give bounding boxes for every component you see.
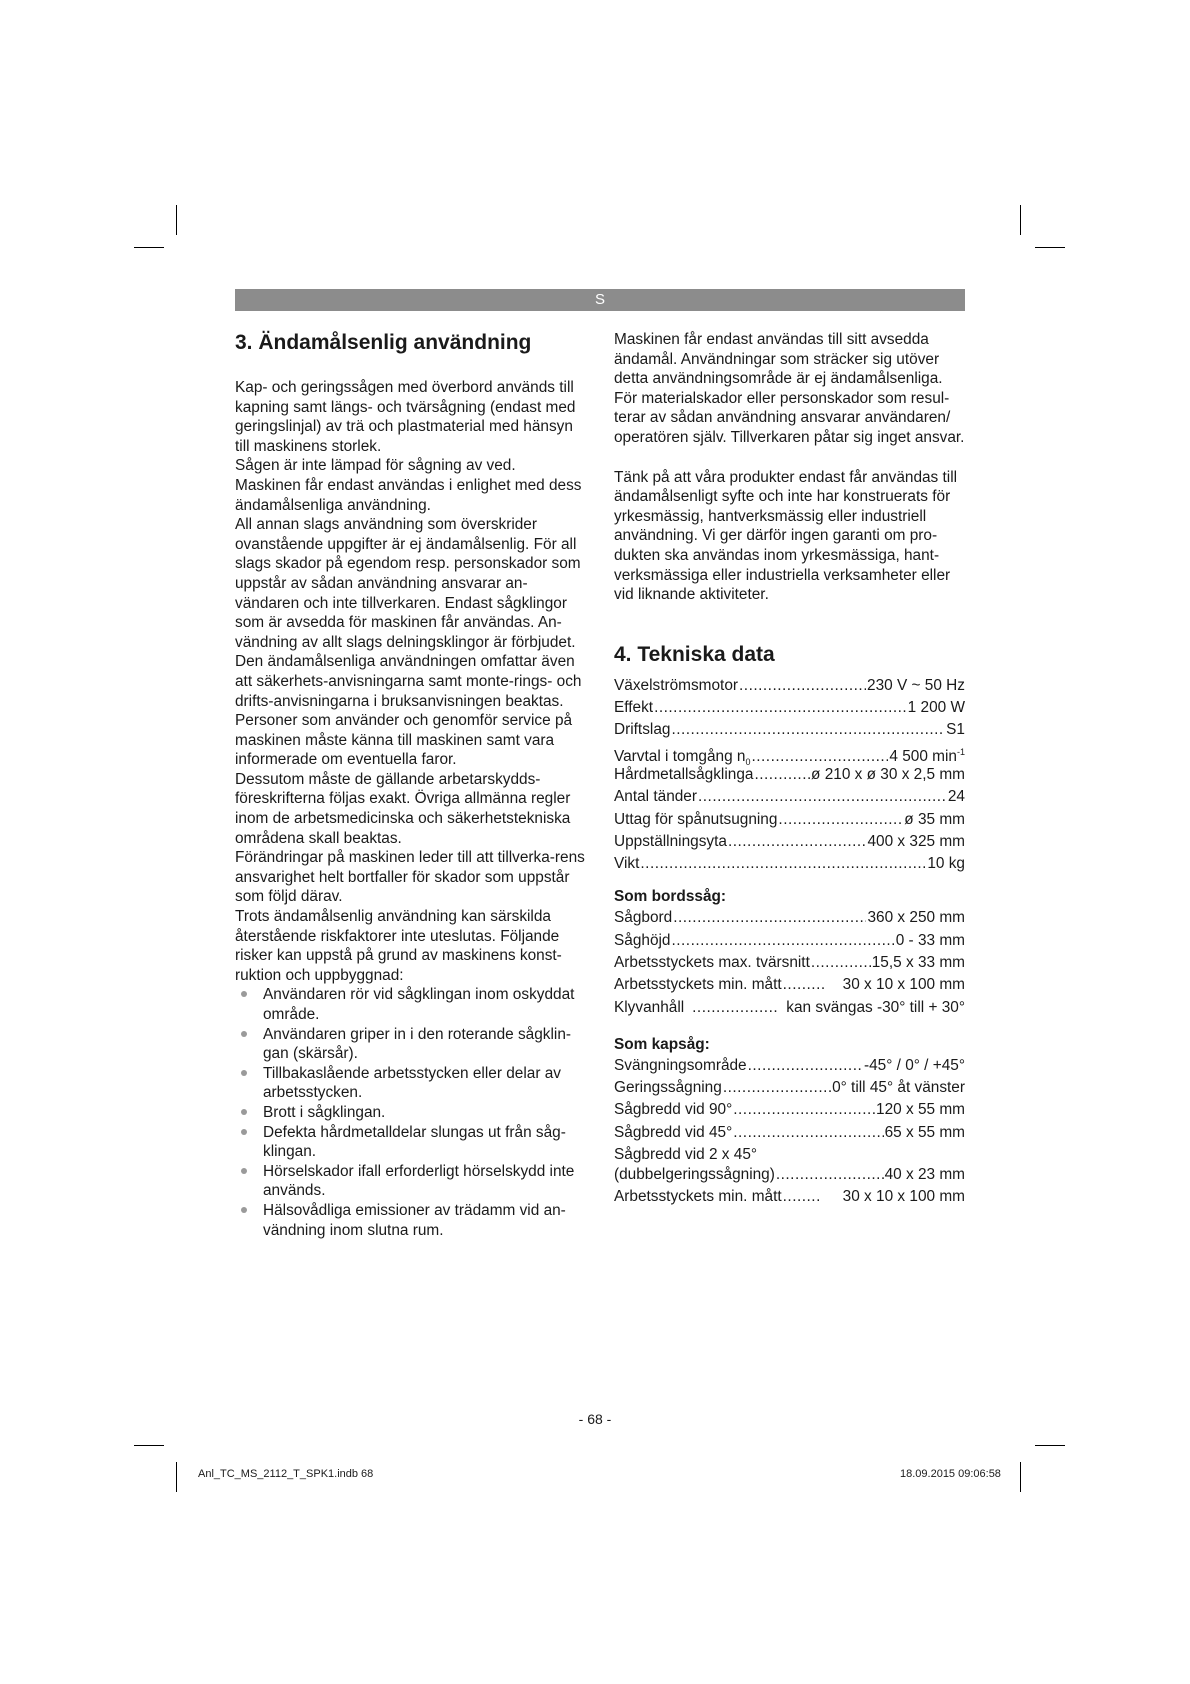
spec-value: 4 500 $\min^{-1}$ <box>889 746 965 765</box>
spec-row <box>614 765 965 787</box>
spec-value: 1 200 W <box>907 699 965 717</box>
spec-row <box>614 1165 965 1187</box>
spec-label: Varvtal i tomgång $n_0$ <box>614 747 751 767</box>
spec-value: 15,5 x 33 mm <box>871 953 965 971</box>
spec-row <box>614 1078 965 1100</box>
spec-row <box>614 854 965 876</box>
spec-row <box>614 720 965 742</box>
spec-value: 400 x 325 mm <box>867 832 965 850</box>
spec-label: Uppställningsyta <box>614 832 727 850</box>
section-heading-intended-use: 3. Ändamålsenlig användning <box>235 331 532 354</box>
spec-value: 0° till 45° åt vänster <box>832 1079 965 1097</box>
spec-row <box>614 931 965 953</box>
table-saw-spec-list <box>614 908 965 1019</box>
list-item: Hälsovådliga emissioner av trädamm vid an-vändning inom slutna rum. <box>235 1201 585 1240</box>
paragraph: Den ändamålsenliga användningen omfattar även att säkerhets-anvisningarna samt monte-rings- och drifts-anvisningarna i bruksanvisningen beaktas. <box>235 653 582 710</box>
spec-value: 10 kg <box>927 855 965 873</box>
spec-label: Driftslag <box>614 721 671 739</box>
page-number: - 68 - <box>578 1411 612 1427</box>
spec-value: 24 <box>947 788 965 806</box>
footer-filename: Anl_TC_MS_2112_T_SPK1.indb 68 <box>198 1468 374 1480</box>
spec-label: Arbetsstyckets min. mått <box>614 976 782 994</box>
crop-mark <box>1035 247 1065 248</box>
spec-row <box>614 908 965 930</box>
paragraph: All annan slags användning som överskrider ovanstående uppgifter är ej ändamålsenlig. För all slags skador på egendom resp. personskador som uppstår av sådan användning ansvarar an-vändaren och inte tillverkaren. Endast sågklingor som är avsedda för maskinen får användas. An-vändning av allt slags delningsklingor är förbjudet. <box>235 516 581 651</box>
spec-value: 30 x 10 x 100 mm <box>842 1188 965 1206</box>
subscript: 0 <box>745 756 751 767</box>
spec-label: Vikt <box>614 855 640 873</box>
paragraph: Tänk på att våra produkter endast får användas till ändamålsenligt syfte och inte har konstruerats för yrkesmässig, hantverksmässig eller industriell användning. Vi ger därför ingen garanti om pro-dukten ska användas inom yrkesmässiga, hant-verksmässiga eller industriella verksamheter eller vid liknande aktiviteter. <box>614 468 958 604</box>
spec-label: Antal tänder <box>614 788 697 806</box>
spec-label: Effekt <box>614 699 654 717</box>
spec-label: (dubbelgeringssågning) <box>614 1166 775 1184</box>
spec-label: Arbetsstyckets min. mått <box>614 1188 782 1206</box>
left-column <box>235 330 585 1240</box>
crop-mark <box>1035 1445 1065 1446</box>
paragraph: Maskinen får endast användas i enlighet med dess ändamålsenliga användning. <box>235 476 582 514</box>
spec-label: Uttag för spånutsugning <box>614 810 778 828</box>
spec-label: Geringssågning <box>614 1079 722 1097</box>
spec-row <box>614 743 965 765</box>
list-item: Brott i sågklingan. <box>235 1103 585 1123</box>
spec-value: kan svängas -30° till + 30° <box>786 998 965 1016</box>
crop-mark <box>134 1445 164 1446</box>
spec-row <box>614 975 965 997</box>
spec-value: 65 x 55 mm <box>884 1123 965 1141</box>
spec-row <box>614 787 965 809</box>
spec-row <box>614 1187 965 1209</box>
spec-label: Klyvanhåll <box>614 998 685 1016</box>
chop-saw-spec-list <box>614 1056 965 1210</box>
paragraph: Personer som använder och genomför service på maskinen måste känna till maskinen samt vara informerade om eventuella faror. <box>235 712 573 769</box>
spec-label: Sågbredd vid 45° <box>614 1123 733 1141</box>
list-item: Tillbakaslående arbetsstycken eller delar av arbetsstycken. <box>235 1064 585 1103</box>
spec-label: Hårdmetallsågklinga <box>614 765 754 783</box>
spec-label: Svängningsområde <box>614 1056 747 1074</box>
spec-value: S1 <box>946 721 965 739</box>
spec-label: Arbetsstyckets max. tvärsnitt <box>614 953 810 971</box>
list-item: Hörselskador ifall erforderligt hörselskydd inte används. <box>235 1162 585 1201</box>
risk-list <box>235 985 585 1240</box>
crop-mark <box>134 247 164 248</box>
spec-row <box>614 676 965 698</box>
spec-row <box>614 832 965 854</box>
paragraph: Dessutom måste de gällande arbetarskydds-föreskrifterna följas exakt. Övriga allmänna regler inom de arbetsmedicinska och säkerhetstekniska områdena skall beaktas. <box>235 770 571 847</box>
list-item: Användaren griper in i den roterande sågklin-gan (skärsår). <box>235 1025 585 1064</box>
spec-label: Sågbredd vid 90° <box>614 1101 733 1119</box>
paragraph: Maskinen får endast användas till sitt avsedda ändamål. Användningar som sträcker sig utöver detta användningsområde är ej ändamålsenliga. För materialskador eller personskador som resul-terar av sådan användning ansvarar användaren/ operatören själv. Tillverkaren påtar sig inget ansvar. <box>614 331 965 446</box>
spec-label: Såghöjd <box>614 931 671 949</box>
spec-row <box>614 1056 965 1078</box>
paragraph: Förändringar på maskinen leder till att tillverka-rens ansvarighet helt bortfaller för skador som uppstår som följd därav. <box>235 849 585 906</box>
spec-value: 360 x 250 mm <box>867 909 965 927</box>
crop-mark <box>1020 205 1021 235</box>
spec-row <box>614 698 965 720</box>
spec-value: 30 x 10 x 100 mm <box>842 976 965 994</box>
spec-row <box>614 953 965 975</box>
spec-row <box>614 1100 965 1122</box>
spec-value: ø 35 mm <box>904 810 965 828</box>
spec-row <box>614 1123 965 1145</box>
crop-mark <box>176 1462 177 1492</box>
spec-value: 0 - 33 mm <box>895 931 965 949</box>
spec-label: Sågbord <box>614 909 673 927</box>
language-tab: S <box>235 289 965 311</box>
paragraph: Sågen är inte lämpad för sågning av ved. <box>235 457 516 475</box>
superscript: -1 <box>956 746 965 757</box>
paragraph: Trots ändamålsenlig användning kan särskilda återstående riskfaktorer inte uteslutas. Följande risker kan uppstå på grund av maskinens konst-ruktion och uppbyggnad: <box>235 908 562 984</box>
subheading-table-saw: Som bordssåg: <box>614 888 727 906</box>
list-item: Användaren rör vid sågklingan inom oskyddat område. <box>235 985 585 1024</box>
spec-row <box>614 810 965 832</box>
crop-mark <box>1020 1462 1021 1492</box>
subheading-chop-saw: Som kapsåg: <box>614 1035 710 1053</box>
list-item: Defekta hårdmetalldelar slungas ut från såg-klingan. <box>235 1123 585 1162</box>
spec-row <box>614 998 965 1020</box>
right-column <box>614 330 965 1210</box>
spec-list <box>614 676 965 877</box>
paragraph: Kap- och geringssågen med överbord används till kapning samt längs- och tvärsågning (endast med geringslinjal) av trä och plastmaterial med hänsyn till maskinens storlek. <box>235 379 576 455</box>
footer-timestamp: 18.09.2015 09:06:58 <box>900 1468 1001 1480</box>
section-heading-technical-data: 4. Tekniska data <box>614 642 775 666</box>
spec-value: 40 x 23 mm <box>884 1166 965 1184</box>
spec-label: Sågbredd vid 2 x 45° <box>614 1146 758 1164</box>
spec-label: Växelströmsmotor <box>614 676 739 694</box>
crop-mark <box>176 205 177 235</box>
spec-value: ø 210 x ø 30 x 2,5 mm <box>811 765 965 783</box>
spec-value: 230 V ~ 50 Hz <box>867 676 965 694</box>
spec-value: 120 x 55 mm <box>876 1101 965 1119</box>
spec-value: -45° / 0° / +45° <box>863 1056 965 1074</box>
